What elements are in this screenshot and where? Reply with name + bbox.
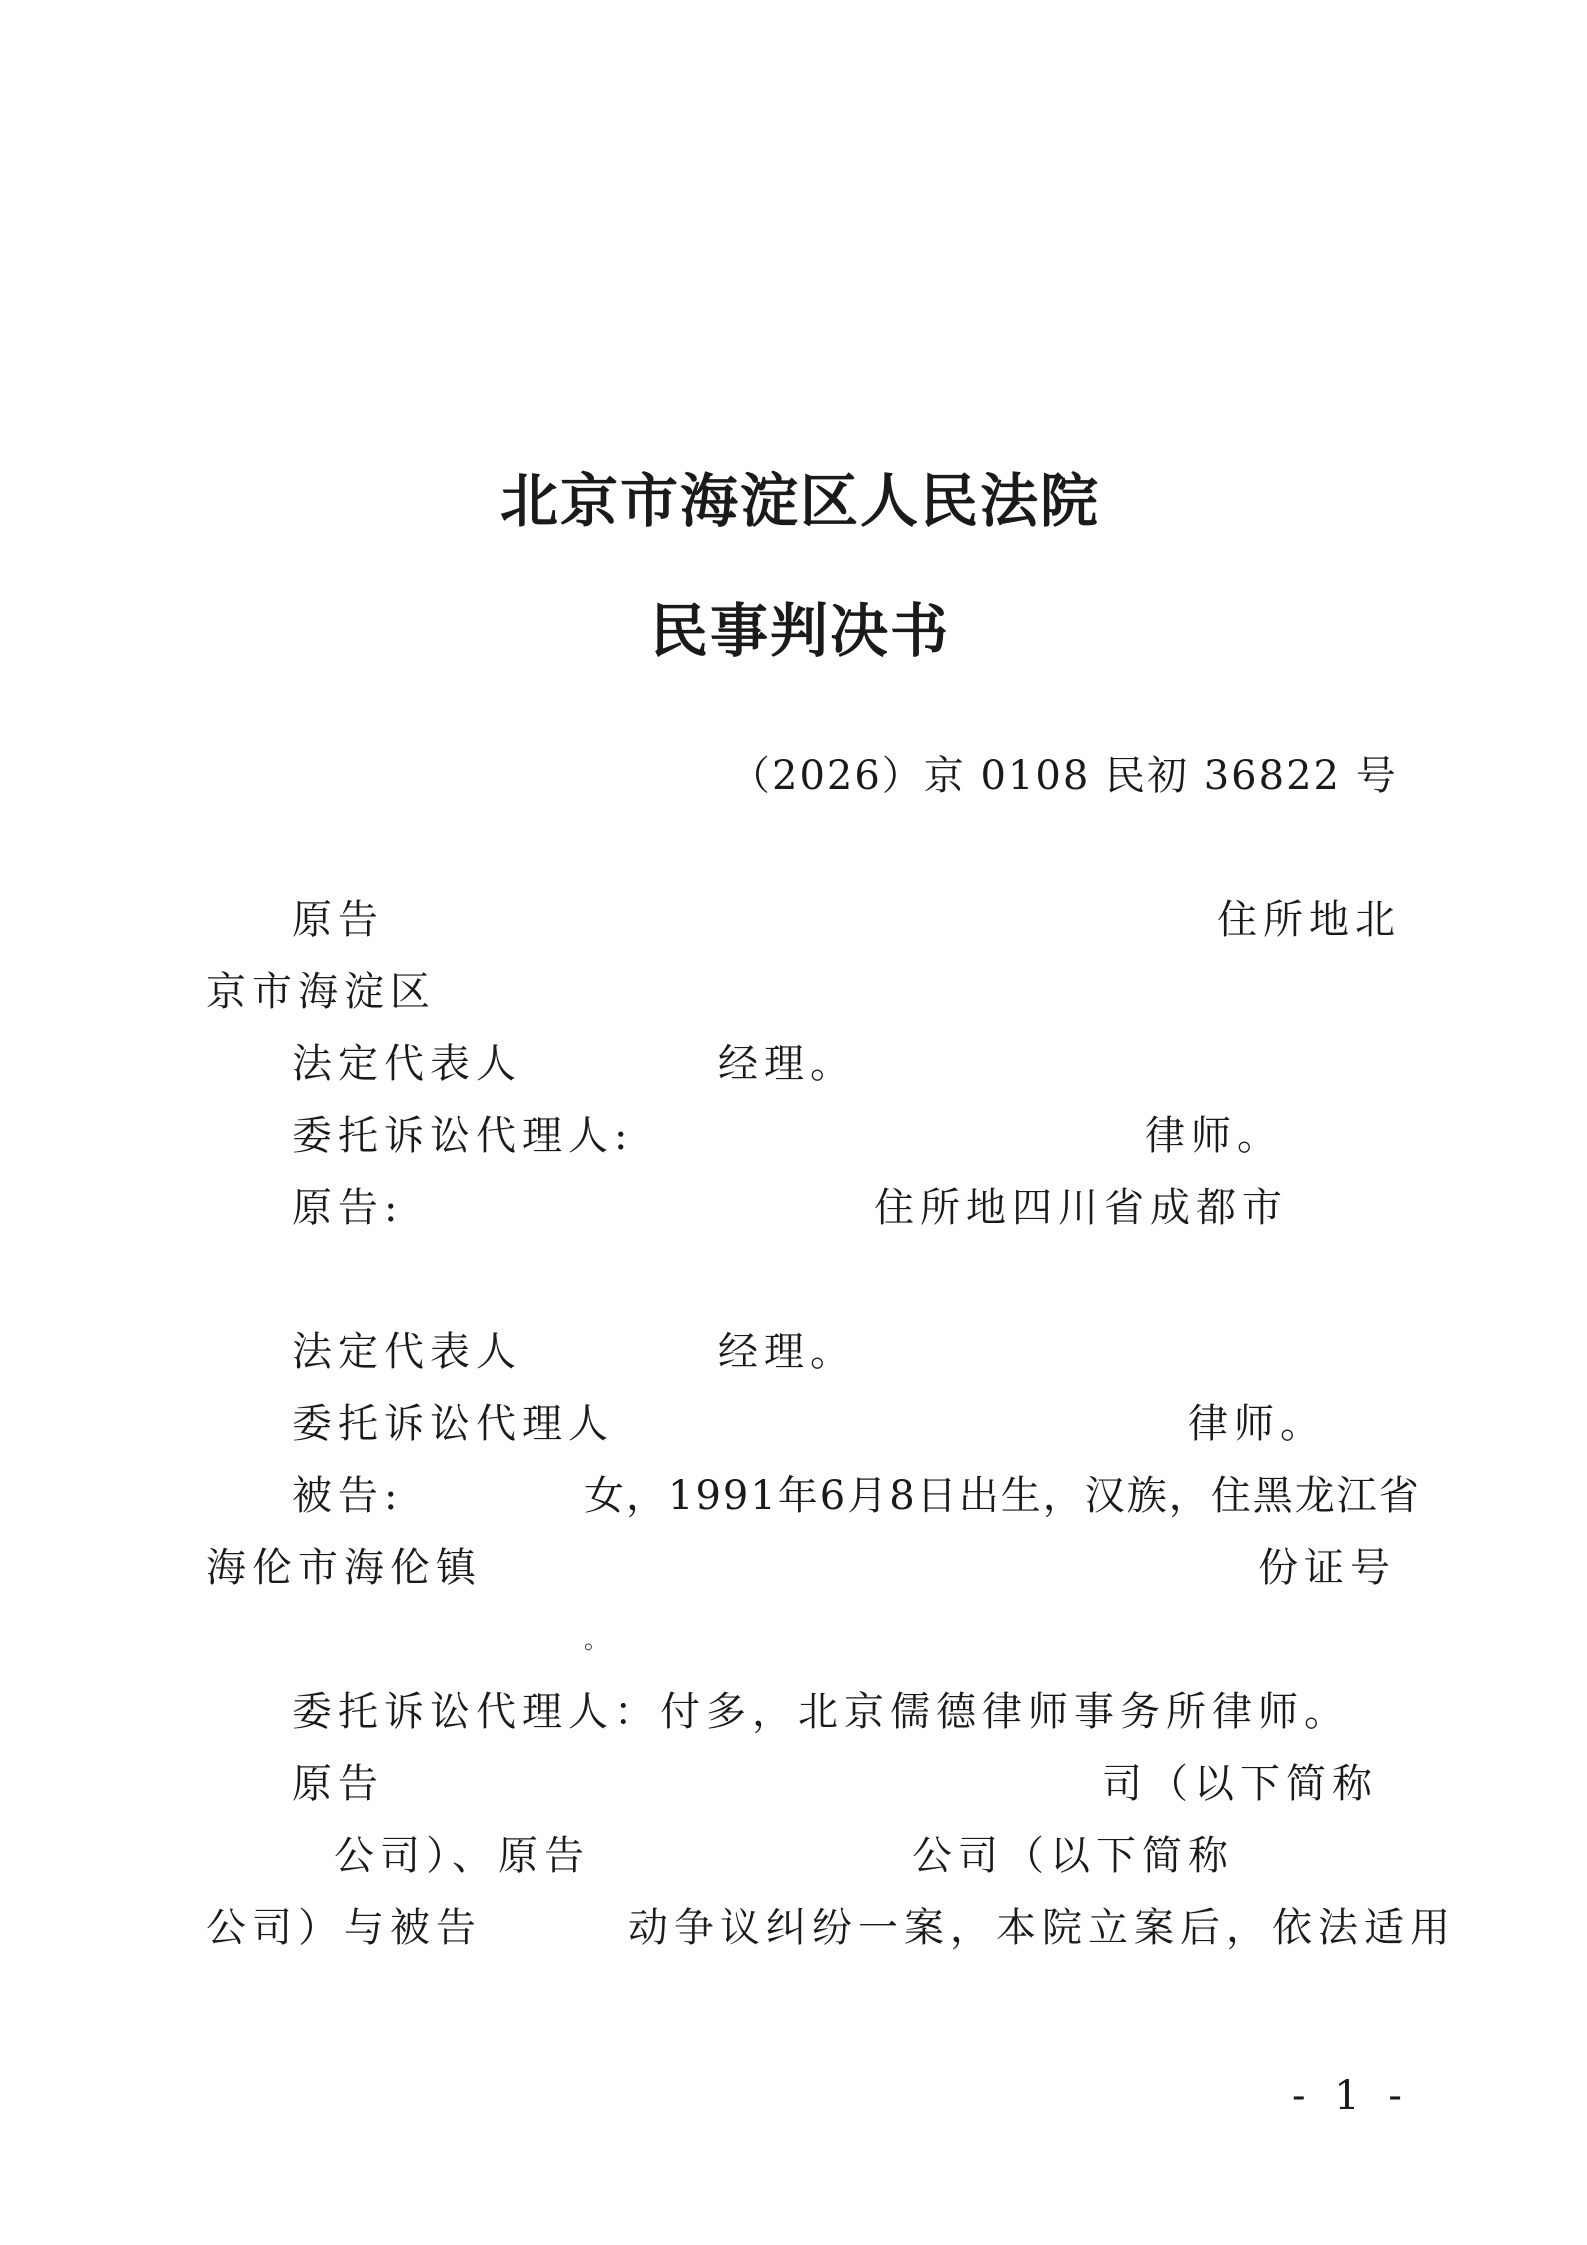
defendant-id-label: 份证号 [1258, 1545, 1396, 1591]
case-number: （2026）京 0108 民初 36822 号 [730, 753, 1398, 799]
defendant-label: 被告: [292, 1473, 404, 1519]
summary-line3-end: 动争议纠纷一案，本院立案后，依法适用 [628, 1905, 1456, 1951]
plaintiff2-rep-label: 法定代表人 [292, 1329, 522, 1375]
defendant-agent: 委托诉讼代理人：付多，北京儒德律师事务所律师。 [292, 1689, 1350, 1735]
summary-line1-start: 原告 [292, 1761, 384, 1807]
plaintiff1-agent-title: 律师。 [1145, 1113, 1283, 1159]
page-number: - 1 - [1292, 2073, 1410, 2119]
plaintiff1-agent-label: 委托诉讼代理人: [292, 1113, 634, 1159]
defendant-id-end: 。 [584, 1626, 614, 1654]
plaintiff1-rep-title: 经理。 [718, 1041, 856, 1087]
plaintiff2-address: 住所地四川省成都市 [874, 1185, 1288, 1231]
summary-line2-start: 公司）、原告 [334, 1833, 590, 1879]
document-type: 民事判决书 [650, 597, 951, 665]
summary-line1-end: 司（以下简称 [1102, 1761, 1378, 1807]
plaintiff1-rep-label: 法定代表人 [292, 1041, 522, 1087]
plaintiff2-label: 原告: [292, 1185, 404, 1231]
summary-line2-end: 公司（以下简称 [912, 1833, 1234, 1879]
plaintiff2-rep-title: 经理。 [718, 1329, 856, 1375]
plaintiff1-label: 原告 [292, 897, 384, 943]
court-name: 北京市海淀区人民法院 [500, 467, 1101, 535]
defendant-address-cont: 海伦市海伦镇 [206, 1545, 482, 1591]
plaintiff2-agent-label: 委托诉讼代理人 [292, 1401, 614, 1447]
plaintiff2-agent-title: 律师。 [1188, 1401, 1326, 1447]
plaintiff1-address-start: 住所地北 [1217, 897, 1401, 943]
defendant-info: 女，1991年6月8日出生，汉族，住黑龙江省 [584, 1473, 1421, 1519]
plaintiff1-address-cont: 京市海淀区 [206, 969, 436, 1015]
summary-line3-start: 公司）与被告 [206, 1905, 482, 1951]
